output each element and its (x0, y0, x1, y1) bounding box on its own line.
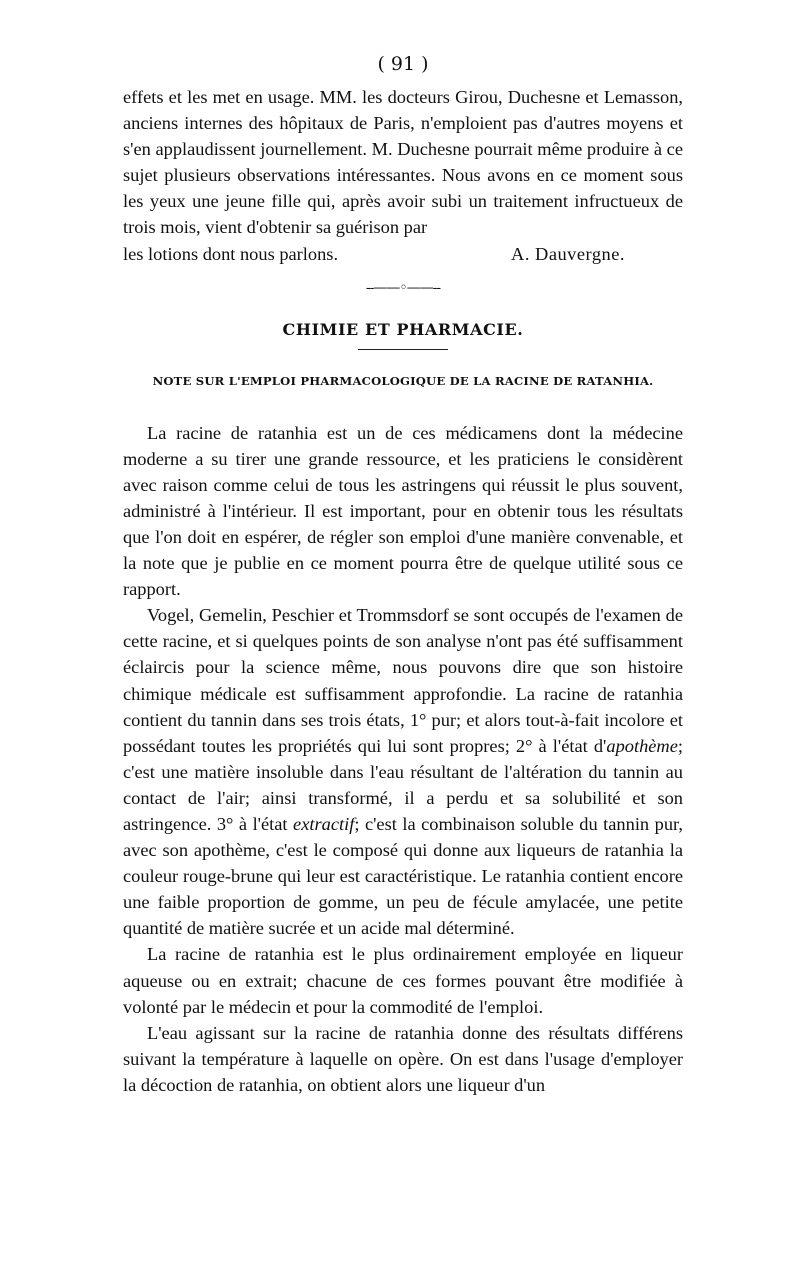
text-run: Vogel, Gemelin, Peschier et Trommsdorf se sont occupés de l'examen de cette racine, et si quelques points de son analyse n'ont pas été suffisamment éclaircis pour la science même, nous pouvons dire que son histoire chimique médicale est suffisamment approfondie. La racine de ratanhia contient du tannin dans ses trois états, 1° pur; et alors tout-à-fait incolore et possédant toutes les propriétés qui lui sont propres; 2° à l'état d' (123, 605, 683, 756)
paragraph: La racine de ratanhia est le plus ordinairement employée en liqueur aqueuse ou en extrait; chacune de ces formes pouvant être modifiée à volonté par le médecin et pour la commodité de l'emploi. (123, 944, 683, 1017)
paragraph: L'eau agissant sur la racine de ratanhia donne des résultats différens suivant la température à laquelle on opère. On est dans l'usage d'employer la décoction de ratanhia, on obtient alors une liqueur d'un (123, 1022, 683, 1095)
book-page (123, 52, 683, 1098)
author-signature (511, 241, 625, 267)
ornament-divider: --——◦——-- (365, 279, 441, 296)
text-run: ; c'est la combinaison soluble du tannin pur, avec son apothème, c'est le composé qui donne aux liqueurs de ratanhia la couleur rouge-brune qui leur est caractéristique. Le ratanhia contient encore une faible proportion de gomme, un peu de fécule amylacée, une petite quantité de matière sucrée et un acide mal déterminé. (123, 813, 684, 939)
closing-line (123, 241, 683, 267)
section-title: CHIMIE ET PHARMACIE. (282, 319, 524, 339)
author-initial: A. (511, 243, 530, 264)
paragraph: La racine de ratanhia est un de ces médicamens dont la médecine moderne a su tirer une grande ressource, et les praticiens le considèrent avec raison comme celui de tous les astringens qui réussit le plus souvent, administré à l'intérieur. Il est important, pour en obtenir tous les résultats que l'on doit en espérer, de régler son emploi d'une manière convenable, et la note que je publie en ce moment pourra être de quelque utilité sous ce rapport. (123, 422, 683, 600)
continued-paragraph: effets et les met en usage. MM. les docteurs Girou, Duchesne et Lemasson, anciens internes des hôpitaux de Paris, n'emploient pas d'autres moyens et s'en applaudissent journellement. M. Duchesne pourrait même produire à ce sujet plusieurs observations intéressantes. Nous avons en ce moment sous les yeux une jeune fille qui, après avoir subi un traitement infructueux de trois mois, vient d'obtenir sa guérison par (123, 87, 683, 238)
article-title: NOTE SUR L'EMPLOI PHARMACOLOGIQUE DE LA RACINE DE RATANHIA. (152, 373, 654, 388)
paragraph (123, 602, 683, 941)
author-name: Dauvergne. (535, 243, 625, 264)
title-rule (358, 349, 448, 350)
page-number: ( 91 ) (377, 53, 429, 75)
closing-text: les lotions dont nous parlons. (123, 243, 339, 264)
italic-term: extractif (293, 813, 355, 834)
text-run: ; c'est une matière insoluble dans l'eau résultant de l'altération du tannin au contact de l'air; ainsi transformé, il a perdu et sa solubilité et son astringence. 3° à l'état (123, 735, 683, 834)
italic-term: apothème (606, 735, 678, 756)
